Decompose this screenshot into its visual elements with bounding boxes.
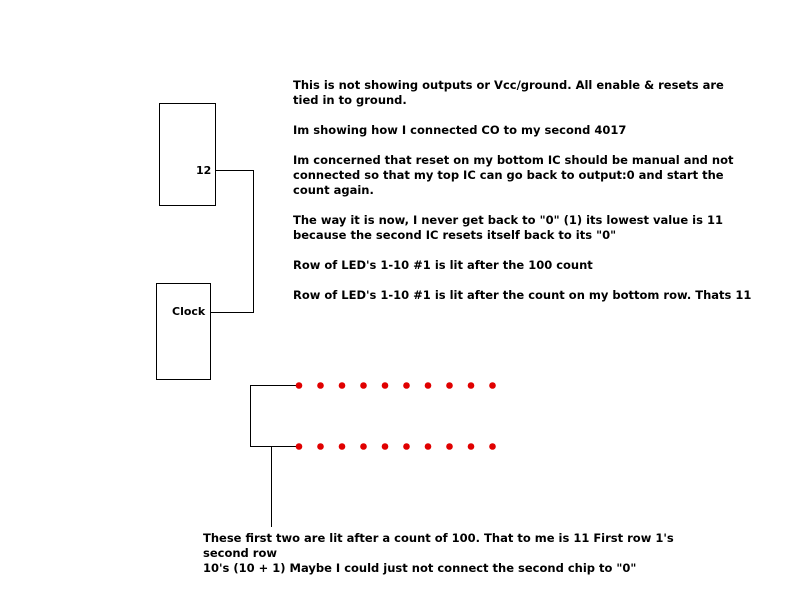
led-caption [203, 531, 723, 576]
top-ic-pin-label: 12 [196, 164, 212, 177]
caption-line: These first two are lit after a count of 100. That to me is 11 First row 1's second row [203, 531, 674, 560]
note-paragraph: Im showing how I connected CO to my second 4017 [293, 123, 627, 137]
note-paragraph: This is not showing outputs or Vcc/ground. All enable & resets are tied in to ground. [293, 78, 724, 107]
led-dot-row1-5 [382, 382, 389, 389]
clock-box [157, 284, 211, 380]
top-ic-box [160, 104, 216, 206]
led-dot-row2-4 [360, 443, 367, 450]
led-dot-row1-6 [403, 382, 410, 389]
notes-block [293, 78, 753, 318]
note-paragraph: The way it is now, I never get back to "0" (1) its lowest value is 11 because the second IC resets itself back to its "0" [293, 213, 723, 242]
led-dot-row2-2 [317, 443, 324, 450]
led-dot-row1-1 [296, 382, 303, 389]
led-dot-row2-10 [489, 443, 496, 450]
pin12-to-clock-wire [210, 171, 254, 313]
led-dot-row2-9 [468, 443, 475, 450]
led-dot-row1-7 [425, 382, 432, 389]
led-dot-row2-3 [339, 443, 346, 450]
led-dot-row2-5 [382, 443, 389, 450]
led-dot-row1-9 [468, 382, 475, 389]
led-dot-row2-6 [403, 443, 410, 450]
led-dot-row1-8 [446, 382, 453, 389]
led-dot-row1-10 [489, 382, 496, 389]
led-dot-row2-8 [446, 443, 453, 450]
note-paragraph: Row of LED's 1-10 #1 is lit after the 100 count [293, 258, 593, 272]
led-dot-row2-7 [425, 443, 432, 450]
note-paragraph: Row of LED's 1-10 #1 is lit after the count on my bottom row. Thats 11 [293, 288, 752, 302]
led-dot-row2-1 [296, 443, 303, 450]
note-paragraph: Im concerned that reset on my bottom IC should be manual and not connected so that my top IC can go back to output:0 and start the count again. [293, 153, 734, 197]
caption-line: 10's (10 + 1) Maybe I could just not connect the second chip to "0" [203, 561, 637, 575]
led-dot-row1-4 [360, 382, 367, 389]
led-rows [296, 382, 496, 450]
led-dot-row1-2 [317, 382, 324, 389]
led-row-bracket-wire [251, 386, 299, 447]
led-dot-row1-3 [339, 382, 346, 389]
clock-label: Clock [172, 305, 206, 318]
